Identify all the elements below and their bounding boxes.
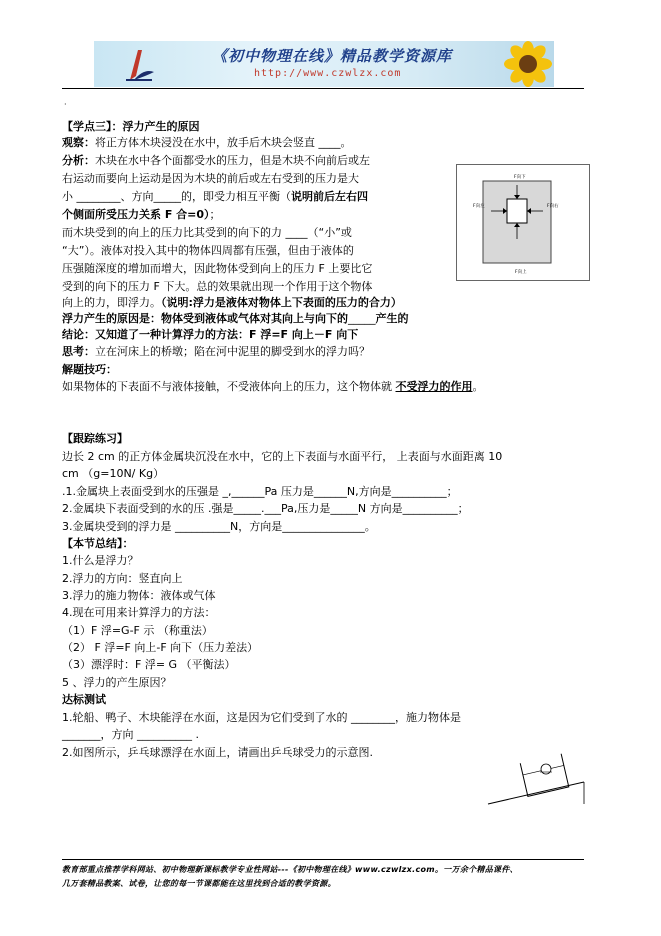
incline-figure (486, 752, 586, 808)
bold-note: 说明前后左右四 (291, 190, 368, 203)
text-segment: 小 (62, 190, 73, 203)
think-line (62, 345, 370, 359)
observe-blank[interactable]: ___ (324, 136, 341, 149)
analysis-line-1 (62, 154, 370, 168)
test-heading: 达标测试 (62, 693, 106, 706)
summary-item: 3.浮力的施力物体：液体或气体 (62, 589, 216, 602)
tip-heading: 解题技巧： (62, 363, 117, 376)
test-q1-line1[interactable]: 1.轮船、鸭子、木块能浮在水面，这是因为它们受到了水的 ________，施力物体是 (62, 711, 461, 724)
text-line-7: 压强随深度的增加而增大，因此物体受到向上的压力 F 上要比它 (62, 262, 373, 275)
text-segment: 、方向 (120, 190, 154, 203)
cause-text: 浮力产生的原因是：物体受到液体或气体对其向上与向下的 (62, 312, 348, 325)
text-segment: 而木块受到的向上的压力比其受到的向下的力 (62, 226, 282, 239)
bold-note: （说明:浮力是液体对物体上下表面的压力的合力） (161, 296, 402, 309)
text-segment: （“小”或 (307, 226, 352, 239)
label-bottom: F向上 (515, 270, 527, 275)
ping-pong-ball (541, 764, 551, 774)
label-top: F向下 (514, 175, 526, 180)
summary-item: 2.浮力的方向：竖直向上 (62, 572, 183, 585)
summary-item: 5 、浮力的产生原因？ (62, 676, 172, 689)
summary-item: 4.现在可用来计算浮力的方法： (62, 606, 216, 619)
beaker (520, 754, 569, 797)
text-segment: ； (209, 208, 221, 221)
cause-end: 产生的 (375, 312, 409, 325)
conclusion-line: 结论：又知道了一种计算浮力的方法：F 浮=F 向上－F 向下 (62, 328, 359, 341)
size-blank[interactable]: ________ (76, 190, 121, 203)
pressure-figure (456, 164, 590, 281)
analysis-line-4 (62, 208, 221, 222)
stray-dot: · (64, 100, 67, 109)
sunflower-icon (494, 41, 554, 87)
summary-heading: 【本节总结】： (62, 537, 134, 550)
summary-item: （2） F 浮=F 向上-F 向下（压力差法） (62, 641, 259, 654)
cause-blank[interactable]: _____ (348, 312, 376, 325)
practice-q1[interactable]: .1.金属块上表面受到水的压强是 _,______Pa 压力是______N,方向是__________； (62, 485, 458, 498)
compare-blank[interactable]: ____ (285, 226, 308, 239)
cause-line (62, 312, 409, 326)
observe-text: 将正方体木块浸没在水中，放手后木块会竖直 _ (95, 136, 324, 149)
text-line-8: 受到的向下的压力 F 下大。总的效果就出现一个作用于这个物体 (62, 280, 373, 293)
logo-icon (122, 46, 156, 82)
practice-intro-1: 边长 2 cm 的正方体金属块沉没在水中，它的上下表面与水面平行， 上表面与水面距离 10 (62, 450, 503, 463)
test-q1-line2[interactable]: _______，方向 __________ . (62, 728, 199, 741)
practice-q2[interactable]: 2.金属块下表面受到的水的压 .强是_____.___Pa,压力是_____N 方向是__________； (62, 502, 469, 515)
tip-text: 如果物体的下表面不与液体接触，不受液体向上的压力，这个物体就 (62, 380, 392, 393)
incline-surface (488, 782, 584, 804)
think-label: 思考： (62, 345, 95, 358)
analysis-text-1: 木块在水中各个面都受水的压力，但是木块不向前后或左 (95, 154, 370, 167)
direction-blank[interactable]: _____ (153, 190, 181, 203)
tip-end: 。 (472, 380, 484, 393)
analysis-line-3 (62, 190, 368, 204)
text-segment: 的，即受力相互平衡（ (181, 190, 291, 203)
text-line-6: “大”）。液体对投入其中的物体四周都有压强，但由于液体的 (62, 244, 354, 257)
section-heading: 【学点三】：浮力产生的原因 (62, 120, 200, 133)
test-q2: 2.如图所示，乒乓球漂浮在水面上，请画出乒乓球受力的示意图. (62, 746, 373, 759)
observe-line (62, 136, 352, 150)
label-right: F向右 (547, 204, 559, 209)
practice-q3[interactable]: 3.金属块受到的浮力是 __________N，方向是_______________。 (62, 520, 376, 533)
bold-note: 个侧面所受压力关系 F 合=0） (62, 208, 210, 221)
summary-item: 1.什么是浮力？ (62, 554, 139, 567)
wood-block (507, 199, 527, 223)
summary-item: （1）F 浮=G-F 示 （称重法） (62, 624, 213, 637)
footer-divider (62, 859, 584, 860)
observe-end: 。 (340, 136, 352, 149)
summary-item: （3）漂浮时：F 浮= G （平衡法） (62, 658, 236, 671)
tip-line (62, 380, 484, 394)
text-line-9 (62, 296, 402, 310)
banner-title: 《初中物理在线》精品教学资源库 (212, 47, 453, 65)
think-text: 立在河床上的桥墩；陷在河中泥里的脚受到水的浮力吗？ (95, 345, 370, 358)
text-line-5 (62, 226, 352, 240)
header-banner (94, 41, 554, 87)
footer-line-1: 教育部重点推荐学科网站、初中物理新课标教学专业性网站---《初中物理在线》www.czwlzx.com。一万余个精品课件、 (62, 865, 518, 874)
practice-intro-2: cm （g=10N/ Kg） (62, 467, 165, 480)
observe-label: 观察： (62, 136, 95, 149)
practice-heading: 【跟踪练习】 (62, 432, 128, 445)
analysis-label: 分析： (62, 154, 95, 167)
footer-line-2: 几万套精品教案、试卷，让您的每一节课都能在这里找到合适的教学资源。 (62, 879, 336, 888)
analysis-line-2: 右运动而要向上运动是因为木块的前后或左右受到的压力是大 (62, 172, 359, 185)
banner-url[interactable]: http://www.czwlzx.com (254, 68, 402, 79)
text-segment: 向上的力，即浮力。 (62, 296, 161, 309)
header-divider (62, 88, 584, 89)
tip-answer: 不受浮力的作用 (395, 380, 473, 393)
label-left: F向左 (473, 204, 485, 209)
